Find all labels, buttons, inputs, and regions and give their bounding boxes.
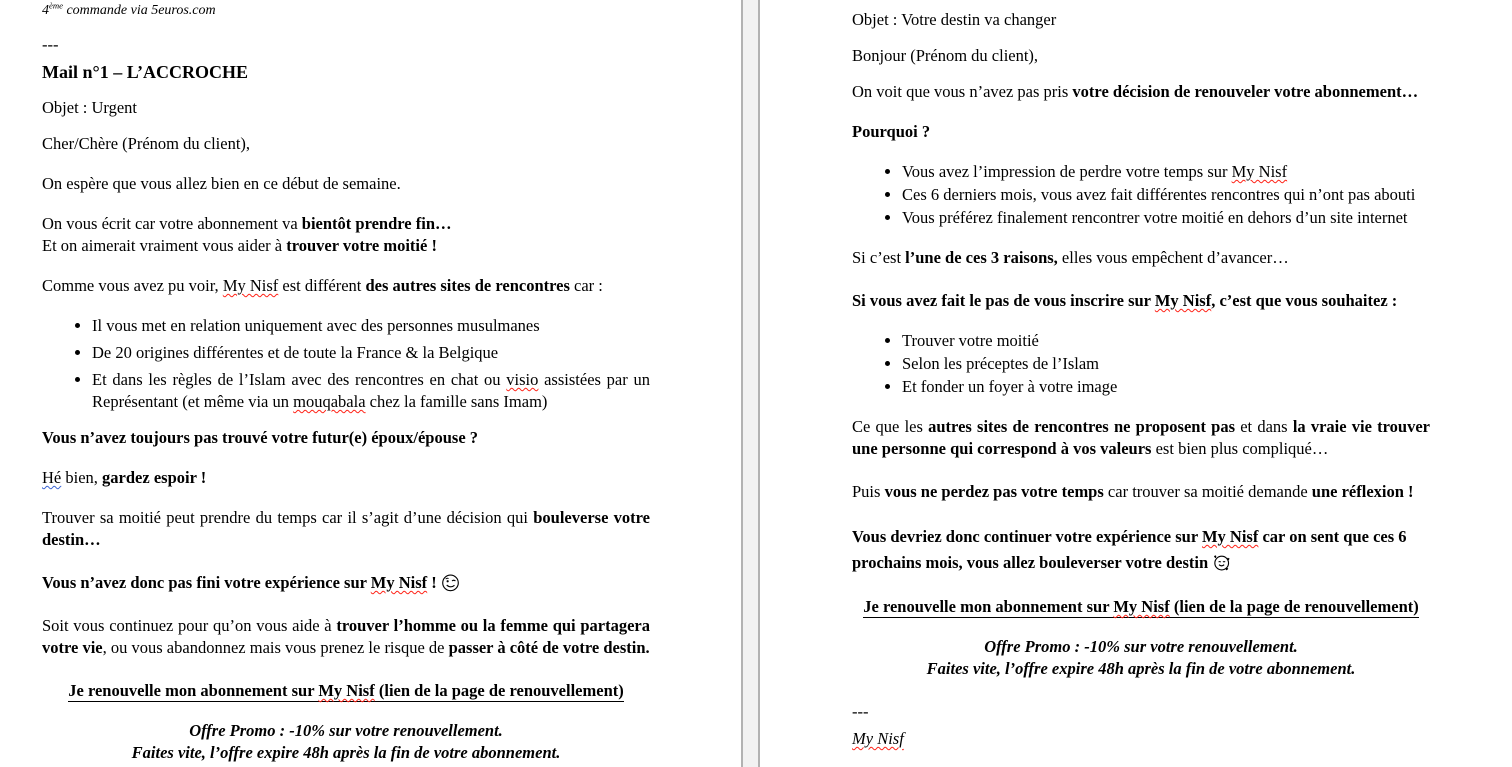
signature-line	[852, 728, 1430, 750]
text-run: My Nisf	[370, 573, 428, 592]
question-line	[852, 121, 1430, 143]
text-run: commande via 5euros.com	[62, 3, 216, 18]
text-run: (lien de la page de renouvellement)	[1169, 597, 1419, 616]
text-run: ---	[42, 35, 59, 54]
text-run: Et dans les règles de l’Islam avec des rencontres en chat ou	[92, 370, 507, 389]
text-run: gardez espoir !	[102, 468, 207, 487]
text-run: et dans	[1235, 417, 1293, 436]
text-run: Faites vite, l’offre expire 48h après la fin de votre abonnement.	[926, 659, 1356, 678]
text-run: assistées par un Représentant (et même via un	[92, 370, 650, 411]
text-run: ème	[49, 0, 63, 11]
text-run: vous ne perdez pas votre temps	[884, 482, 1104, 501]
text-run: votre décision de renouveler votre abonnement…	[1072, 82, 1419, 101]
text-run: Comme vous avez pu voir,	[42, 276, 223, 295]
text-run: autres sites de rencontres ne proposent pas	[928, 417, 1236, 436]
text-run: Et on aimerait vraiment vous aider à	[42, 236, 287, 255]
text-run: passer à côté de votre destin.	[448, 638, 650, 657]
bullet-item	[902, 161, 1430, 183]
text-run: (lien de la page de renouvellement)	[374, 681, 624, 700]
text-run: My Nisf	[1113, 597, 1170, 616]
text-run: Cher/Chère (Prénom du client),	[42, 134, 251, 153]
text-run: Ces 6 derniers mois, vous avez fait différentes rencontres qui n’ont pas abouti	[902, 185, 1416, 204]
greeting-line	[852, 45, 1430, 67]
separator-dashes	[42, 34, 650, 56]
bullet-item	[902, 376, 1430, 398]
text-run: De 20 origines différentes et de toute la France & la Belgique	[92, 343, 499, 362]
underlined-text	[863, 597, 1418, 618]
wink-emoji-icon	[441, 572, 460, 594]
paragraph	[852, 524, 1430, 575]
paragraph	[42, 572, 650, 594]
paragraph	[42, 213, 650, 257]
bullet-item	[902, 184, 1430, 206]
question-line	[42, 427, 650, 449]
text-run: la vraie vie trouver une personne qui correspond à vos valeurs	[852, 417, 1431, 458]
text-run: des autres sites de rencontres	[365, 276, 570, 295]
text-run: On espère que vous allez bien en ce début de semaine.	[42, 174, 401, 193]
paragraph	[42, 275, 650, 297]
greeting-line	[42, 133, 650, 155]
text-run: Mail n°1 – L’ACCROCHE	[42, 62, 249, 82]
text-run: , ou vous abandonnez mais vous prenez le risque de	[102, 638, 449, 657]
text-run: Vous préférez finalement rencontrer votre moitié en dehors d’un site internet	[902, 208, 1408, 227]
text-run: Trouver sa moitié peut prendre du temps car il s’agit d’une décision qui	[42, 508, 534, 527]
text-run: ---	[852, 702, 869, 721]
paragraph	[42, 467, 650, 489]
text-run: trouver votre moitié !	[286, 236, 437, 255]
bullet-item	[902, 207, 1430, 229]
text-run: Selon les préceptes de l’Islam	[902, 354, 1100, 373]
text-run: My Nisf	[1154, 291, 1212, 310]
text-run: Vous n’avez donc pas fini votre expérience sur	[42, 573, 371, 592]
text-run: Soit vous continuez pour qu’on vous aide à	[42, 616, 337, 635]
text-run: Et fonder un foyer à votre image	[902, 377, 1118, 396]
text-run: bien,	[61, 468, 103, 487]
renewal-link-line	[42, 680, 650, 702]
paragraph	[852, 416, 1430, 460]
text-run: , c’est que vous souhaitez :	[1211, 291, 1398, 310]
text-run: Vous n’avez toujours pas trouvé votre futur(e) époux/épouse ?	[42, 428, 479, 447]
subject-line	[852, 9, 1430, 31]
text-run: On vous écrit car votre abonnement va	[42, 214, 302, 233]
paragraph	[42, 173, 650, 195]
bullet-item	[902, 330, 1430, 352]
page-1-text-area	[42, 2, 650, 764]
text-run: car :	[569, 276, 603, 295]
text-run: Trouver votre moitié	[902, 331, 1039, 350]
text-run: Il vous met en relation uniquement avec des personnes musulmanes	[92, 316, 540, 335]
text-run: Offre Promo : -10% sur votre renouvellement.	[984, 637, 1298, 656]
smiling-face-with-hearts-emoji-icon	[1212, 550, 1231, 576]
text-run: My Nisf	[318, 681, 375, 700]
underlined-text	[68, 681, 623, 702]
text-run: car on sent que ces 6 prochains mois, vous allez bouleverser votre destin	[852, 527, 1407, 572]
subject-line	[42, 97, 650, 119]
text-run: Faites vite, l’offre expire 48h après la fin de votre abonnement.	[131, 743, 561, 762]
page-gap-divider	[741, 0, 760, 767]
text-run: une réflexion !	[1311, 482, 1414, 501]
paragraph	[42, 615, 650, 659]
text-run: mouqabala	[293, 392, 366, 411]
text-run: My Nisf	[1201, 527, 1259, 546]
text-run: Si c’est	[852, 248, 906, 267]
order-note	[42, 2, 650, 20]
text-run: Je renouvelle mon abonnement sur	[68, 681, 319, 700]
document-page-1[interactable]	[0, 0, 741, 767]
text-run: 4	[42, 3, 49, 18]
text-run: Objet : Votre destin va changer	[852, 10, 1057, 29]
text-run: elles vous empêchent d’avancer…	[1057, 248, 1289, 267]
text-run: !	[427, 573, 441, 592]
paragraph	[852, 481, 1430, 503]
feature-bullet-list	[42, 315, 650, 413]
text-run: Hé	[42, 468, 62, 487]
renewal-link-line	[852, 596, 1430, 618]
text-run: Ce que les	[852, 417, 929, 436]
text-run: est différent	[278, 276, 366, 295]
text-run: My Nisf	[1231, 162, 1288, 181]
text-run: My Nisf	[852, 729, 904, 748]
reasons-bullet-list	[852, 161, 1430, 229]
bullet-item	[92, 342, 650, 364]
bullet-item	[92, 315, 650, 337]
separator-dashes	[852, 701, 1430, 723]
text-run: Je renouvelle mon abonnement sur	[863, 597, 1114, 616]
text-run: Objet : Urgent	[42, 98, 138, 117]
paragraph	[852, 290, 1430, 312]
text-run: Vous devriez donc continuer votre expérience sur	[852, 527, 1202, 546]
text-run: est bien plus compliqué…	[1151, 439, 1329, 458]
text-run: trouver l’homme ou la femme qui partagera votre vie	[42, 616, 650, 657]
mail-title	[42, 61, 650, 83]
bullet-item	[902, 353, 1430, 375]
paragraph	[42, 507, 650, 551]
paragraph	[852, 247, 1430, 269]
text-run: Offre Promo : -10% sur votre renouvellement.	[189, 721, 503, 740]
text-run: bouleverse votre destin…	[42, 508, 650, 549]
text-run: On voit que vous n’avez pas pris	[852, 82, 1073, 101]
text-run: Puis	[852, 482, 885, 501]
text-run: bientôt prendre fin…	[301, 214, 452, 233]
document-page-2[interactable]	[760, 0, 1512, 767]
text-run: My Nisf	[222, 276, 279, 295]
text-run: chez la famille sans Imam)	[365, 392, 548, 411]
text-run: Vous avez l’impression de perdre votre temps sur	[902, 162, 1232, 181]
wishes-bullet-list	[852, 330, 1430, 398]
promo-lines	[852, 636, 1430, 680]
page-2-text-area	[852, 9, 1430, 750]
text-run: Si vous avez fait le pas de vous inscrire sur	[852, 291, 1155, 310]
paragraph	[852, 81, 1430, 103]
promo-lines	[42, 720, 650, 764]
text-run: visio	[506, 370, 539, 389]
text-run: car trouver sa moitié demande	[1103, 482, 1312, 501]
text-run: Pourquoi ?	[852, 122, 931, 141]
text-run: Bonjour (Prénom du client),	[852, 46, 1039, 65]
text-run: l’une de ces 3 raisons,	[905, 248, 1058, 267]
bullet-item	[92, 369, 650, 413]
